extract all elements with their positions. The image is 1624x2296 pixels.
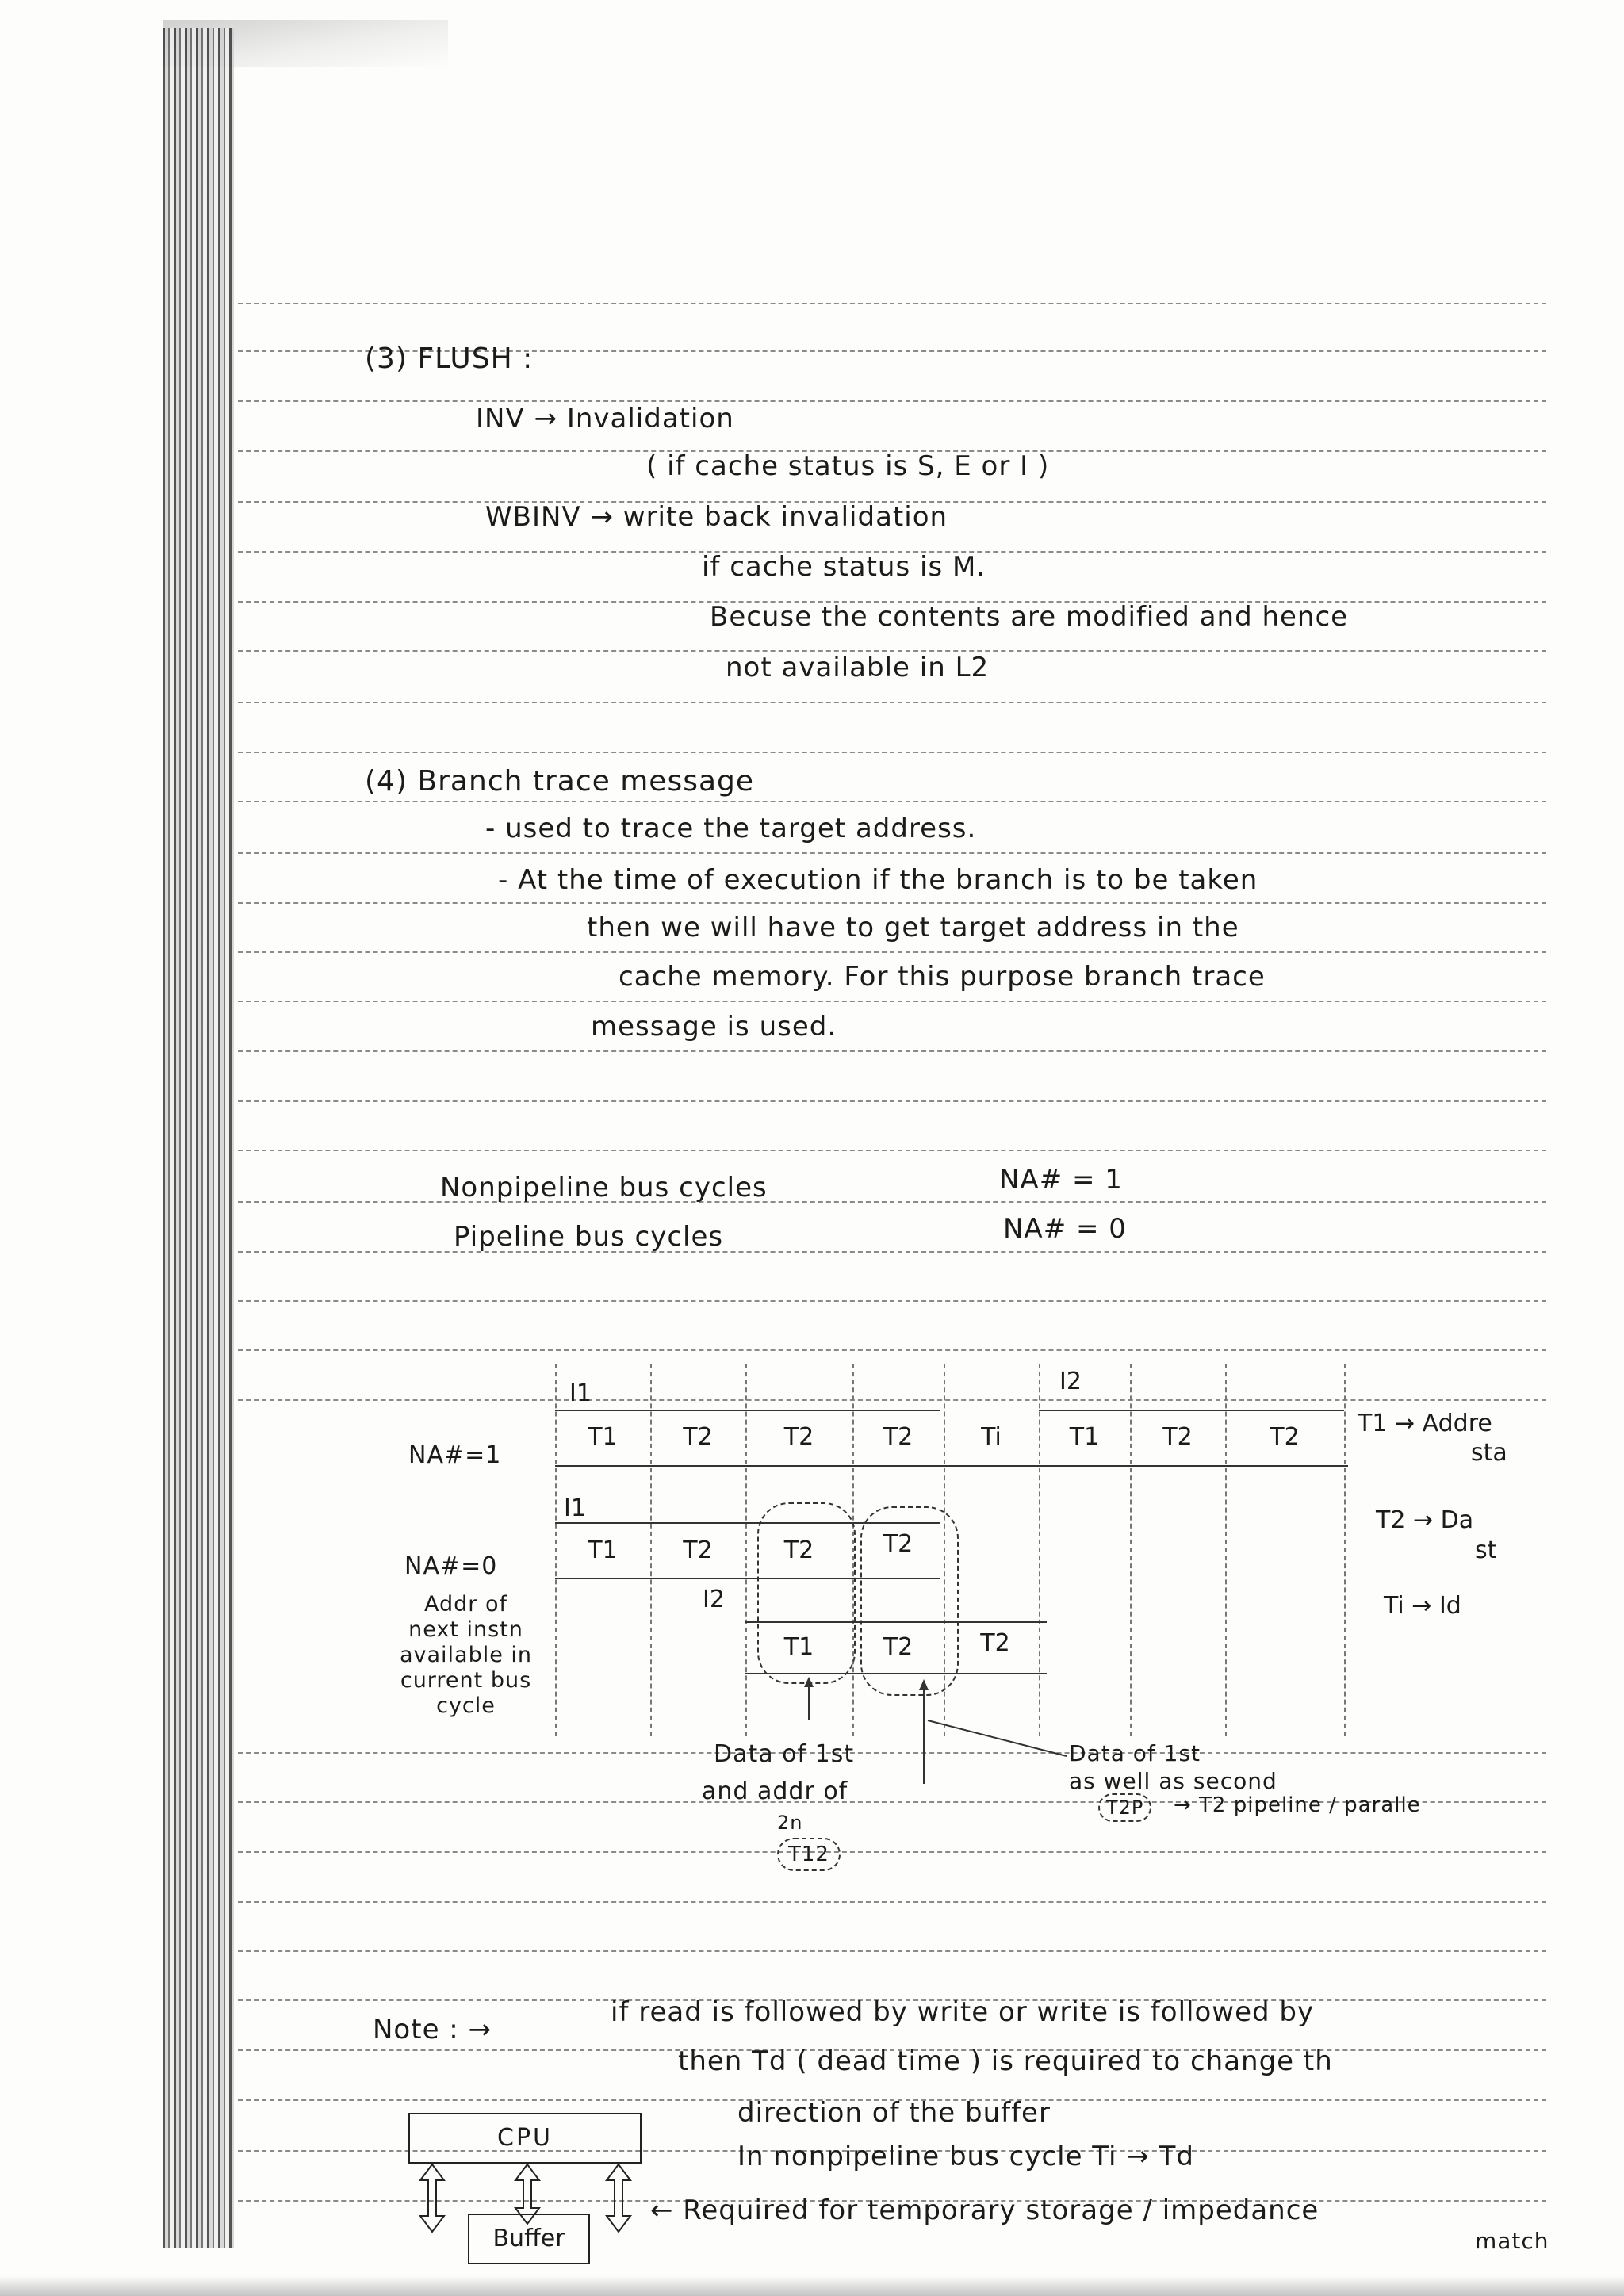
row3-cell: T2 <box>980 1629 1010 1657</box>
notebook-binding <box>163 28 234 2248</box>
note-line-1: if read is followed by write or write is followed by <box>611 1996 1315 2028</box>
legend-t1-cont: sta <box>1471 1439 1507 1467</box>
legend-t2: T2 → Da <box>1376 1506 1474 1534</box>
legend-ti: Ti → Id <box>1384 1592 1461 1620</box>
annotation-t12: T12 <box>777 1838 841 1871</box>
pipeline-ellipse-1 <box>757 1502 856 1684</box>
row-addr-label: Addr of next instn available in current bus cycle <box>399 1592 533 1718</box>
row1-cell: T2 <box>1270 1423 1300 1451</box>
row2-cell: T2 <box>883 1530 914 1558</box>
annotation-pipeline-parallel: → T2 pipeline / paralle <box>1174 1793 1421 1817</box>
row1-cell: T2 <box>883 1423 914 1451</box>
flush-wbinv-line: WBINV → write back invalidation <box>485 501 948 533</box>
note-line-4: In nonpipeline bus cycle Ti → Td <box>737 2141 1194 2172</box>
row1-cell: T1 <box>1069 1423 1100 1451</box>
row-na1-label: NA#=1 <box>408 1441 502 1469</box>
branch-line-5: message is used. <box>591 1011 837 1043</box>
branch-heading: (4) Branch trace message <box>365 765 755 798</box>
row1-cell: T2 <box>1162 1423 1193 1451</box>
row3-cell: T2 <box>883 1633 914 1661</box>
annotation-arrow-2 <box>920 1712 1078 1768</box>
branch-line-3: then we will have to get target address in the <box>587 912 1239 943</box>
annotation-as-well: as well as second <box>1069 1768 1277 1794</box>
row2-cell: T1 <box>588 1536 618 1564</box>
annotation-t2p: T2P <box>1098 1793 1151 1822</box>
cpu-box <box>408 2113 642 2164</box>
branch-line-1: - used to trace the target address. <box>485 813 977 844</box>
row2-cell: T2 <box>783 1536 814 1564</box>
flush-wbinv-note: if cache status is M. <box>702 551 986 583</box>
pipeline-ellipse-2 <box>860 1506 959 1696</box>
nonpipeline-value: NA# = 1 <box>999 1164 1123 1196</box>
note-line-2: then Td ( dead time ) is required to change th <box>678 2045 1333 2077</box>
legend-t2-cont: st <box>1475 1536 1497 1564</box>
branch-line-2: - At the time of execution if the branch is to be taken <box>498 864 1258 896</box>
label-i2-top: I2 <box>1059 1368 1082 1395</box>
row1-cell: T1 <box>588 1423 618 1451</box>
row1-cell: T2 <box>783 1423 814 1451</box>
cpu-label: CPU <box>497 2124 553 2152</box>
pipeline-label: Pipeline bus cycles <box>454 1221 724 1253</box>
row2-cell: T2 <box>683 1536 713 1564</box>
label-i1-top: I1 <box>569 1380 592 1407</box>
buffer-label: Buffer <box>492 2225 565 2252</box>
branch-line-4: cache memory. For this purpose branch trace <box>619 961 1266 993</box>
annotation-data-first-2: Data of 1st <box>1069 1740 1201 1766</box>
annotation-data-first: Data of 1st <box>714 1740 855 1768</box>
row3-cell: T1 <box>783 1633 814 1661</box>
flush-reason-1: Becuse the contents are modified and hence <box>710 601 1349 633</box>
pipeline-value: NA# = 0 <box>1003 1213 1127 1245</box>
flush-inv-line: INV → Invalidation <box>476 403 734 434</box>
note-label: Note : → <box>373 2014 492 2045</box>
label-i2-low: I2 <box>703 1586 725 1613</box>
annotation-2n: 2n <box>777 1812 803 1834</box>
row1-cell: Ti <box>981 1423 1002 1451</box>
annotation-addr-of: and addr of <box>702 1777 848 1805</box>
legend-t1: T1 → Addre <box>1358 1410 1492 1437</box>
note-line-5: ← Required for temporary storage / impedance <box>650 2195 1320 2226</box>
page-bottom-edge <box>0 2275 1624 2296</box>
flush-inv-note: ( if cache status is S, E or I ) <box>646 450 1050 482</box>
note-line-5b: match <box>1475 2228 1549 2254</box>
row1-cell: T2 <box>683 1423 713 1451</box>
bus-arrows <box>408 2160 646 2240</box>
row-na0-label: NA#=0 <box>404 1552 498 1580</box>
flush-heading: (3) FLUSH : <box>365 342 534 375</box>
label-i1-mid: I1 <box>564 1494 586 1522</box>
flush-reason-2: not available in L2 <box>726 652 990 683</box>
nonpipeline-label: Nonpipeline bus cycles <box>440 1172 768 1203</box>
note-line-3: direction of the buffer <box>737 2097 1051 2129</box>
